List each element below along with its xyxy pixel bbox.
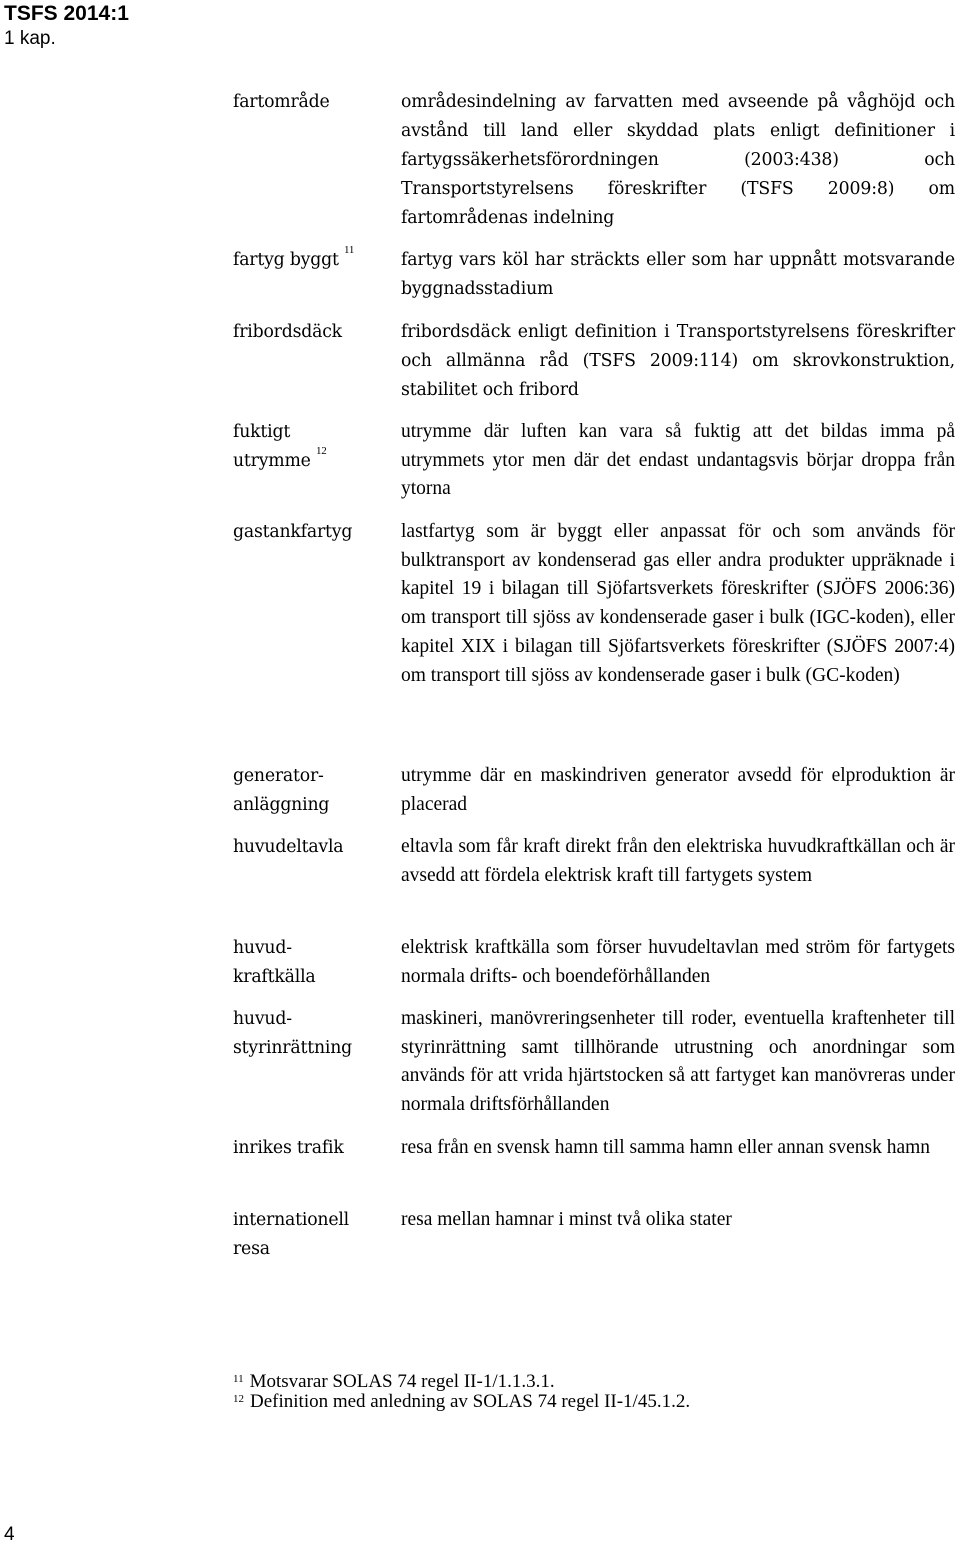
- definition-text: utrymme där luften kan vara så fuktig att det bildas imma på utrymmets ytor men där det endast undantagsvis börjar droppa från ytorna: [401, 421, 955, 500]
- footnote-ref: 11: [344, 244, 355, 256]
- page-header: [4, 0, 129, 51]
- term: huvud- kraftkälla: [233, 938, 316, 987]
- definition-text: elektrisk kraftkälla som förser huvudeltavlan med ström för fartygets normala drifts- och boendeförhållanden: [401, 937, 955, 987]
- definition-text: utrymme där en maskindriven generator avsedd för elproduktion är placerad: [401, 765, 955, 815]
- term: fuktigt utrymme $^{12}$: [233, 422, 327, 471]
- term: gastankfartyg: [233, 522, 353, 542]
- definition-text: lastfartyg som är byggt eller anpassat för och som används för bulktransport av kondenserad gas eller andra produkter uppräknade i kapitel 19 i bilagan till Sjöfartsverkets föreskrifter (SJÖFS 2006:36) om transport till sjöss av kondenserade gaser i bulk (IGC-koden), eller kapitel XIX i bilagan till Sjöfartsverkets föreskrifter (SJÖFS 2007:4) om transport till sjöss av kondenserade gaser i bulk (GC-koden): [401, 521, 955, 686]
- term: inrikes trafik: [233, 1138, 344, 1158]
- definition-text: resa mellan hamnar i minst två olika stater: [401, 1209, 732, 1230]
- document-id: TSFS 2014:1: [4, 2, 129, 25]
- term: fartyg byggt $^{11}$: [233, 244, 355, 270]
- term: fartområde: [233, 92, 330, 112]
- footnote-ref: 12: [316, 445, 327, 457]
- page-number: 4: [4, 1524, 15, 1545]
- definition-text: resa från en svensk hamn till samma hamn eller annan svensk hamn: [401, 1137, 931, 1158]
- term: generator- anläggning: [233, 766, 330, 815]
- term: fribordsdäck: [233, 322, 342, 342]
- footnote: $^{12}$ Definition med anledning av SOLAS 74 regel II-1/45.1.2.: [233, 1391, 691, 1412]
- footnotes: [233, 1372, 690, 1412]
- term: internationell resa: [233, 1210, 350, 1259]
- definition-text: fribordsdäck enligt definition i Transportstyrelsens föreskrifter och allmänna råd (TSFS 2009:114) om skrovkonstruktion, stabilitet och fribord: [401, 322, 955, 400]
- term: huvudeltavla: [233, 837, 344, 857]
- definition-text: fartyg vars köl har sträckts eller som har uppnått motsvarande byggnadsstadium: [401, 250, 955, 299]
- definition-text: maskineri, manövreringsenheter till roder, eventuella kraftenheter till styrinrättning samt tillhörande utrustning och anordningar som används för att vrida hjärtstocken så att fartyget kan manövreras under normala driftsförhållanden: [401, 1008, 955, 1116]
- footnote: $^{11}$ Motsvarar SOLAS 74 regel II-1/1.1.3.1.: [233, 1371, 555, 1392]
- chapter-label: 1 kap.: [4, 28, 56, 49]
- definition-text: områdesindelning av farvatten med avseende på våghöjd och avstånd till land eller skyddad plats enligt definitioner i fartygssäkerhetsförordningen (2003:438) och Transportstyrelsens föreskrifter (TSFS 2009:8) om fartområdenas indelning: [401, 92, 955, 228]
- definition-text: eltavla som får kraft direkt från den elektriska huvudkraftkällan och är avsedd att fördela elektrisk kraft till fartygets system: [401, 836, 955, 886]
- term: huvud- styrinrättning: [233, 1009, 352, 1058]
